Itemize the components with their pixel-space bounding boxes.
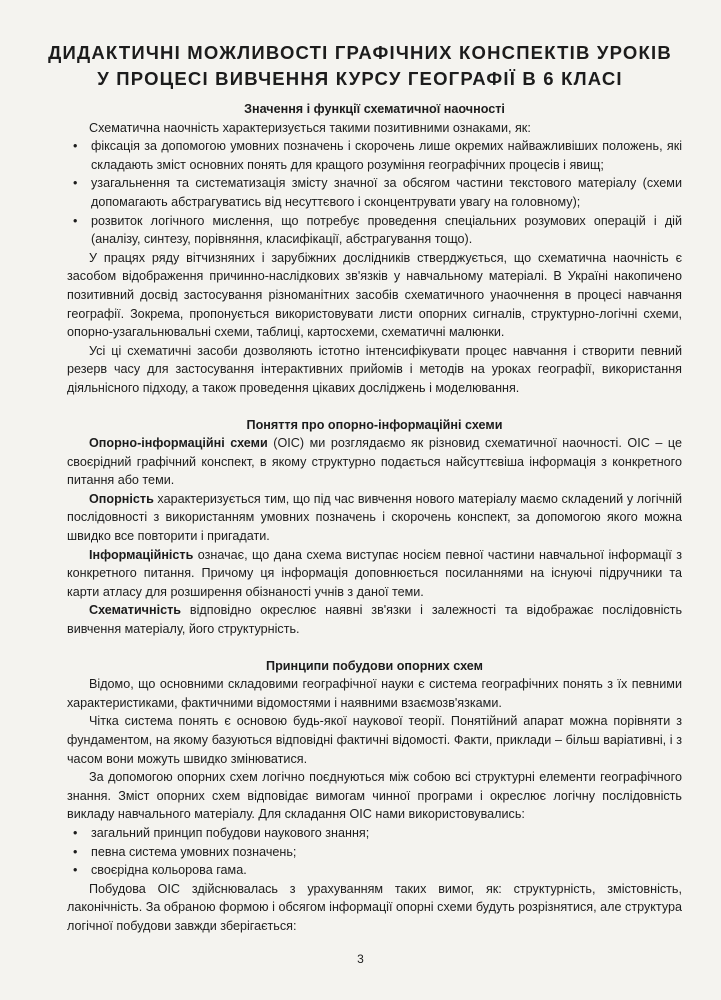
term: Схематичність	[89, 603, 182, 618]
section1-bullet-list	[67, 137, 682, 249]
bullet-icon: •	[73, 139, 78, 154]
section3-bullet-list	[67, 824, 682, 880]
list-item-text: узагальнення та систематизація змісту значної за обсягом частини текстового матеріалу (схеми допомагають абстрагуватись від несуттєвого і сконцентрувати увагу на головному);	[91, 176, 682, 209]
paragraph-text: означає, що дана схема виступає носієм певної частини навчальної інформації з конкретного питання. Причому ця інформація доповнюється посиланнями на існуючі підручники та карти атласу для розширення обізнаності учнів з даної теми.	[67, 547, 682, 599]
list-item-text: загальний принцип побудови наукового знання;	[91, 825, 370, 840]
title-line-1: ДИДАКТИЧНІ МОЖЛИВОСТІ ГРАФІЧНИХ КОНСПЕКТІВ УРОКІВ	[48, 42, 672, 63]
section1-paragraph: Усі ці схематичні засоби дозволяють істотно інтенсифікувати процес навчання і створити певний резерв часу для застосування інтерактивних прийомів і методів на уроках географії, використання діяльнісного підходу, а також проведення цікавих досліджень і моделювання.	[67, 343, 682, 395]
bullet-icon: •	[73, 863, 78, 878]
term: Інформаційність	[89, 547, 194, 562]
list-item	[67, 843, 682, 862]
term: Опорно-інформаційні схеми	[89, 436, 268, 451]
section3-paragraph: За допомогою опорних схем логічно поєднуються між собою всі структурні елементи географічного знання. Зміст опорних схем відповідає вимогам чинної програми і окреслює логічну послідовність викладу навчального матеріалу. Для складання ОІС нами використовувались:	[67, 770, 682, 822]
section3-paragraph: Відомо, що основними складовими географічної науки є система географічних понять з їх певними характеристиками, фактичними відомостями і наявними взаємозв'язками.	[67, 677, 682, 710]
list-item	[67, 137, 682, 174]
list-item	[67, 174, 682, 211]
paragraph-text: (ОІС) ми розглядаємо як різновид схематичної наочності. ОІС – це своєрідний графічний конспект, в якому структурно подається найсуттєвіша інформація з конкретного питання або теми.	[67, 436, 682, 488]
list-item	[67, 212, 682, 249]
section-heading-principles: Принципи побудови опорних схем	[266, 658, 483, 673]
section-heading-ois-concept: Поняття про опорно-інформаційні схеми	[246, 417, 503, 432]
page-number: 3	[357, 952, 364, 966]
section-heading-schematic-visuals: Значення і функції схематичної наочності	[244, 102, 505, 116]
list-item	[67, 861, 682, 880]
term: Опорність	[89, 491, 154, 506]
section3-paragraph: Побудова ОІС здійснювалась з урахуванням таких вимог, як: структурність, змістовність, лаконічність. За обраною формою і обсягом інформації опорні схеми будуть розрізнятися, але структура логічної побудови завжди зберігається:	[67, 881, 682, 933]
section1-paragraph: У працях ряду вітчизняних і зарубіжних дослідників стверджується, що схематична наочність є засобом відображення причинно-наслідкових зв'язків у навчальному матеріалі. В Україні накопичено позитивний досвід застосування різноманітних засобів схематичного унаочнення в процесі навчання географії. Зокрема, пропонується використовувати листи опорних сигналів, структурно-логічні схеми, опорно-узагальнювальні схеми, таблиці, картосхеми, схематичні малюнки.	[67, 250, 682, 340]
title-line-2: У ПРОЦЕСІ ВИВЧЕННЯ КУРСУ ГЕОГРАФІЇ В 6 КЛАСІ	[97, 68, 623, 89]
section3-paragraph: Чітка система понять є основою будь-якої наукової теорії. Понятійний апарат можна порівняти з фундаментом, на якому базуються відповідні фактичні відомості. Факти, приклади – більш варіативні, і з часом вони можуть швидко змінюватися.	[67, 714, 682, 766]
paragraph-text: відповідно окреслює наявні зв'язки і залежності та відображає послідовність вивчення матеріалу, його структурність.	[67, 603, 682, 637]
section1-intro: Схематична наочність характеризується такими позитивними ознаками, як:	[89, 120, 531, 135]
section2-paragraph	[67, 434, 682, 490]
list-item-text: фіксація за допомогою умовних позначень і скорочень лише окремих найважливіших положень, які складають зміст основних понять для кращого розуміння географічних процесів і явищ;	[91, 139, 682, 172]
bullet-icon: •	[73, 176, 78, 191]
list-item-text: певна система умовних позначень;	[91, 844, 297, 859]
list-item	[67, 824, 682, 843]
document-body	[67, 100, 682, 936]
page-title	[40, 40, 680, 92]
paragraph-text: характеризується тим, що під час вивчення нового матеріалу маємо складений у логічній послідовності з використанням умовних позначень і скорочень конспект, за допомогою якого можна швидко все повторити і пригадати.	[67, 491, 682, 544]
bullet-icon: •	[73, 213, 78, 228]
section2-paragraph	[67, 490, 682, 546]
list-item-text: розвиток логічного мислення, що потребує проведення спеціальних розумових операцій і дій (аналізу, синтезу, порівняння, класифікації, абстрагування тощо).	[91, 213, 682, 247]
section2-paragraph	[67, 601, 682, 638]
bullet-icon: •	[73, 825, 78, 840]
bullet-icon: •	[73, 844, 78, 859]
list-item-text: своєрідна кольорова гама.	[91, 863, 247, 878]
section2-paragraph	[67, 546, 682, 602]
